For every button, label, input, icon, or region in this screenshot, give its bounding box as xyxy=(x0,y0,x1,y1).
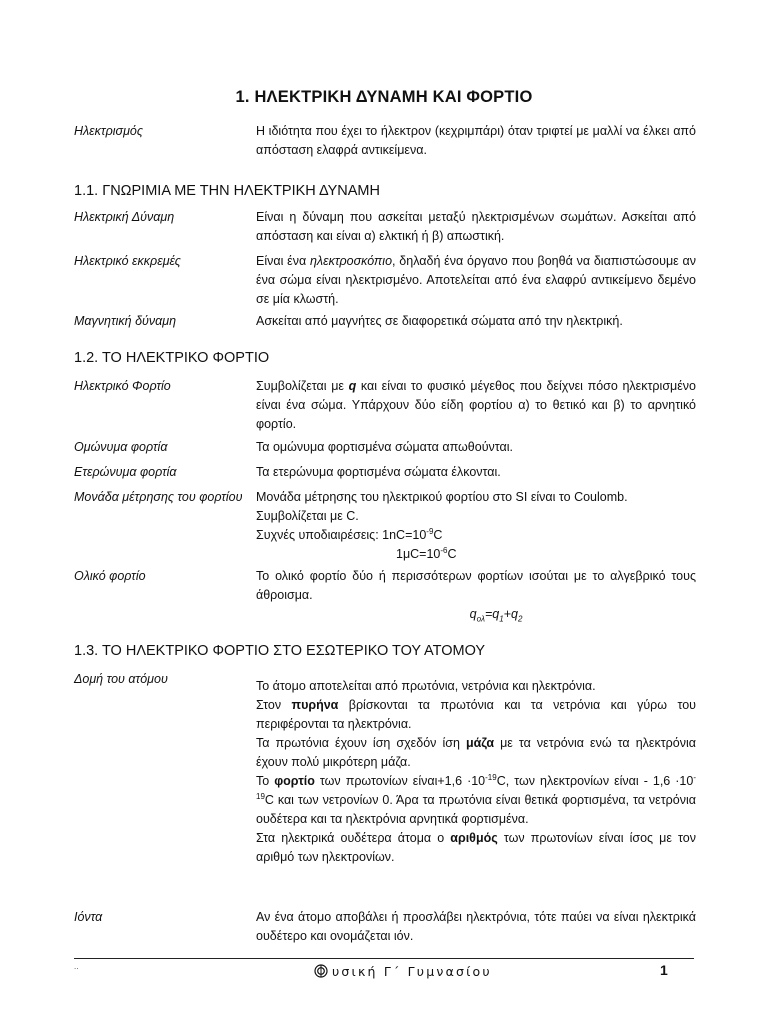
term: Ιόντα xyxy=(74,910,103,924)
text-span: C xyxy=(447,547,457,561)
text-span: Στα ηλεκτρικά ουδέτερα άτομα ο xyxy=(256,831,451,845)
superscript: -19 xyxy=(485,772,497,782)
superscript: -6 xyxy=(440,545,448,555)
footer-divider xyxy=(74,958,694,959)
bold-text: πυρήνα xyxy=(291,698,339,712)
section-heading-1-1: 1.1. ΓΝΩΡΙΜΙΑ ΜΕ ΤΗΝ ΗΛΕΚΤΡΙΚΗ ΔΥΝΑΜΗ xyxy=(74,183,380,199)
text-span: , δηλαδή ένα όργανο που βοηθά να διαπιστώσουμε αν ένα σώμα είναι ηλεκτρισμένο. Αποτελείται από ένα ελαφρύ αντικείμενο δεμένο σε μία κλωστή. xyxy=(256,254,696,306)
subscript: ολ xyxy=(476,614,485,624)
text-span: Στον xyxy=(256,698,292,712)
text-line: Το ολικό φορτίο δύο ή περισσότερων φορτίων ισούται με το αλγεβρικό τους άθροισμα. xyxy=(256,569,696,602)
text-span: Συμβολίζεται με xyxy=(256,379,349,393)
text-span: C και των νετρονίων 0. Άρα τα πρωτόνια είναι θετικά φορτισμένα, τα νετρόνια ουδέτερα και τα ηλεκτρόνια αρνητικά φορτισμένα. xyxy=(256,793,696,826)
definition xyxy=(256,677,696,867)
term: Ηλεκτρικό Φορτίο xyxy=(74,379,171,393)
text-span: με τα νετρόνια ενώ τα ηλεκτρόνια έχουν πολύ μικρότερη μάζα. xyxy=(256,736,696,769)
paragraph: Το άτομο αποτελείται από πρωτόνια, νετρόνια και ηλεκτρόνια. xyxy=(256,679,596,693)
definition xyxy=(256,252,696,309)
footer-mark: .. xyxy=(74,962,79,971)
term: Μαγνητική δύναμη xyxy=(74,314,177,328)
definition xyxy=(256,567,696,624)
footer-title: υσική Γ΄ Γυμνασίου xyxy=(332,964,492,979)
term: Ηλεκτρικό εκκρεμές xyxy=(74,254,181,268)
text-span: Το xyxy=(256,774,275,788)
bold-text: αριθμός xyxy=(450,831,498,845)
text-span: Τα πρωτόνια έχουν ίση σχεδόν ίση xyxy=(256,736,466,750)
term: Ετερώνυμα φορτία xyxy=(74,465,177,479)
definition xyxy=(256,377,696,434)
text-line: Μονάδα μέτρησης του ηλεκτρικού φορτίου στο SI είναι το Coulomb. xyxy=(256,490,628,504)
phi-logo-icon xyxy=(314,964,328,978)
text-span: +q xyxy=(503,607,518,621)
definition: Τα ομώνυμα φορτισμένα σώματα απωθούνται. xyxy=(256,440,514,454)
term: Ηλεκτρική Δύναμη xyxy=(74,210,175,224)
section-heading-1-3: 1.3. ΤΟ ΗΛΕΚΤΡΙΚΟ ΦΟΡΤΙΟ ΣΤΟ ΕΣΩΤΕΡΙΚΟ ΤΟΥ ΑΤΟΜΟΥ xyxy=(74,643,486,659)
definition: Η ιδιότητα που έχει το ήλεκτρον (κεχριμπάρι) όταν τριφτεί με μαλλί να έλκει από απόσταση ελαφρά αντικείμενα. xyxy=(256,124,696,157)
term: Ολικό φορτίο xyxy=(74,569,146,583)
page-title: 1. ΗΛΕΚΤΡΙΚΗ ΔΥΝΑΜΗ ΚΑΙ ΦΟΡΤΙΟ xyxy=(235,88,533,106)
text-span: των πρωτονίων είναι ίσος με τον αριθμό των ηλεκτρονίων. xyxy=(256,831,697,864)
text-span: Είναι ένα xyxy=(256,254,310,268)
bold-text: φορτίο xyxy=(274,774,315,788)
paragraph xyxy=(256,829,696,867)
page-number: 1 xyxy=(660,962,668,978)
emphasis-text: ηλεκτροσκόπιο xyxy=(309,254,393,268)
term: Ηλεκτρισμός xyxy=(74,124,143,138)
paragraph xyxy=(256,734,696,772)
paragraph xyxy=(256,772,696,829)
text-span: 1μC=10 xyxy=(396,547,441,561)
subscript: 1 xyxy=(499,614,504,624)
text-span: Συχνές υποδιαιρέσεις: 1nC=10 xyxy=(256,528,427,542)
term: Δομή του ατόμου xyxy=(74,672,168,686)
term: Μονάδα μέτρησης του φορτίου xyxy=(74,490,243,504)
definition xyxy=(256,488,696,564)
text-span: C xyxy=(433,528,443,542)
definition: Είναι η δύναμη που ασκείται μεταξύ ηλεκτρισμένων σωμάτων. Ασκείται από απόσταση και είναι α) ελκτική ή β) απωστική. xyxy=(256,210,696,243)
section-heading-1-2: 1.2. ΤΟ ΗΛΕΚΤΡΙΚΟ ΦΟΡΤΙΟ xyxy=(74,350,270,366)
definition: Αν ένα άτομο αποβάλει ή προσλάβει ηλεκτρόνια, τότε παύει να είναι ηλεκτρικά ουδέτερο και ονομάζεται ιόν. xyxy=(256,910,696,943)
text-span: q xyxy=(469,607,477,621)
text-line: Συμβολίζεται με C. xyxy=(256,509,359,523)
text-span: και είναι το φυσικό μέγεθος που δείχνει πόσο ηλεκτρισμένο είναι ένα σώμα. Υπάρχουν δύο είδη φορτίου α) το θετικό και β) το αρνητικό φορτίο. xyxy=(256,379,697,431)
text-span: βρίσκονται τα πρωτόνια και τα νετρόνια και γύρω του περιφέρονται τα ηλεκτρόνια. xyxy=(256,698,696,731)
formula xyxy=(256,605,696,624)
bold-text: μάζα xyxy=(465,736,495,750)
paragraph xyxy=(256,696,696,734)
charge-symbol: q xyxy=(348,379,357,393)
term: Ομώνυμα φορτία xyxy=(74,440,168,454)
superscript: -9 xyxy=(426,526,434,536)
definition: Ασκείται από μαγνήτες σε διαφορετικά σώματα από την ηλεκτρική. xyxy=(256,314,623,328)
definition: Τα ετερώνυμα φορτισμένα σώματα έλκονται. xyxy=(256,465,501,479)
superscript: -19 xyxy=(256,772,697,801)
text-line xyxy=(256,545,696,564)
text-span: =q xyxy=(484,607,500,621)
text-span: των πρωτονίων είναι+1,6 ·10 xyxy=(314,774,486,788)
subscript: 2 xyxy=(517,614,523,624)
text-span: C, των ηλεκτρονίων είναι - 1,6 ·10 xyxy=(496,774,694,788)
text-line xyxy=(256,526,696,545)
